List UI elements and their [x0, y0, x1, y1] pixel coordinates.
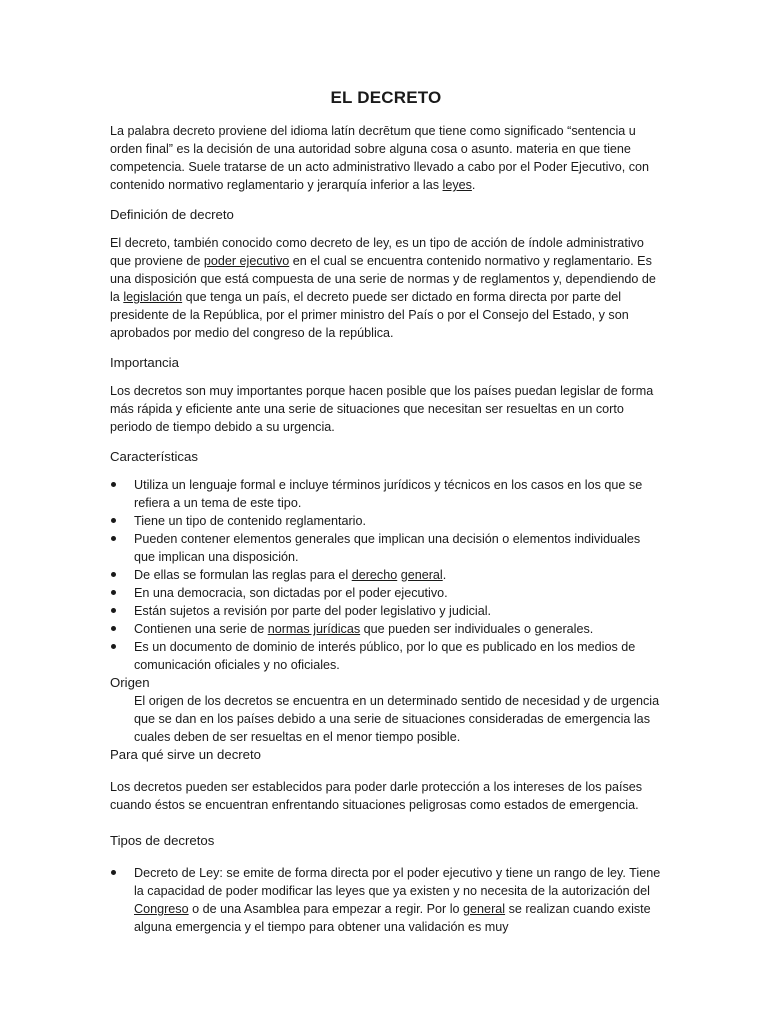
definicion-text-3: que tenga un país, el decreto puede ser dictado en forma directa por parte del presidente de la República, por el primer ministro del País o por el Consejo del Estado, y son aprobados por medio del congreso de la república.: [110, 290, 629, 340]
origen-paragraph: El origen de los decretos se encuentra en un determinado sentido de necesidad y de urgencia que se dan en los países debido a una serie de situaciones consideradas de emergencia las cuales deben de ser resueltas en el menor tiempo posible.: [134, 694, 660, 744]
list-item-end: .: [442, 568, 447, 582]
definicion-text-1: El decreto, también conocido como decreto de ley, es un tipo de acción de índole administrativo que proviene de: [110, 236, 644, 268]
importancia-paragraph: Los decretos son muy importantes porque hacen posible que los países puedan legislar de forma más rápida y eficiente ante una serie de situaciones que necesitan ser resueltas en un corto periodo de tiempo debido a su urgencia.: [110, 384, 654, 434]
list-item: [110, 620, 662, 638]
bullet-icon: [111, 518, 116, 523]
tipos-text-2: o de una Asamblea para empezar a regir. Por lo: [192, 902, 460, 916]
heading-tipos: Tipos de decretos: [110, 833, 215, 848]
bullet-icon: [111, 590, 116, 595]
caracteristicas-list: [110, 476, 662, 674]
list-item-text-end: que pueden ser individuales o generales.: [363, 622, 594, 636]
list-item: [110, 584, 662, 602]
tipos-text-1: Decreto de Ley: se emite de forma directa por el poder ejecutivo y tiene un rango de ley. Tiene la capacidad de poder modificar las leyes que ya existen y no necesita de la autorización del: [134, 866, 661, 898]
list-item: [110, 512, 662, 530]
link-legislacion[interactable]: legislación: [123, 290, 183, 304]
bullet-icon: [111, 870, 116, 875]
heading-caracteristicas: Características: [110, 449, 198, 464]
link-derecho[interactable]: derecho: [351, 568, 398, 582]
list-item-text: En una democracia, son dictadas por el poder ejecutivo.: [134, 586, 448, 600]
bullet-icon: [111, 644, 116, 649]
tipos-text-3: se realizan cuando existe alguna emergencia y el tiempo para obtener una validación es muy: [134, 902, 651, 934]
list-item: [110, 864, 662, 936]
list-item-text: Es un documento de dominio de interés público, por lo que es publicado en los medios de comunicación oficiales y no oficiales.: [134, 640, 636, 672]
heading-origen: Origen: [110, 675, 150, 690]
list-item-text: Están sujetos a revisión por parte del poder legislativo y judicial.: [134, 604, 492, 618]
link-leyes[interactable]: leyes: [442, 178, 472, 192]
list-item: [110, 530, 662, 566]
heading-importancia: Importancia: [110, 355, 179, 370]
document-body: [110, 88, 662, 936]
link-general-2[interactable]: general: [463, 902, 506, 916]
para-que-paragraph: Los decretos pueden ser establecidos para poder darle protección a los intereses de los países cuando éstos se encuentran enfrentando situaciones peligrosas como estados de emergencia.: [110, 780, 643, 812]
list-item-text: Tiene un tipo de contenido reglamentario.: [134, 514, 366, 528]
intro-paragraph: [110, 122, 662, 194]
list-item: [110, 602, 662, 620]
list-item-text: Pueden contener elementos generales que implican una decisión o elementos individuales que implican una disposición.: [134, 532, 641, 564]
definicion-text-2: en el cual se encuentra contenido normativo y reglamentario. Es una disposición que está compuesta de una serie de normas y de reglamentos y, dependiendo de la: [110, 254, 656, 304]
list-item-text: Utiliza un lenguaje formal e incluye términos jurídicos y técnicos en los casos en los que se refiera a un tema de este tipo.: [134, 478, 643, 510]
intro-end: .: [471, 178, 476, 192]
link-poder-ejecutivo[interactable]: poder ejecutivo: [203, 254, 290, 268]
page-title: EL DECRETO: [330, 88, 442, 107]
list-item-text: De ellas se formulan las reglas para el: [134, 568, 349, 582]
list-item: [110, 476, 662, 512]
intro-text: La palabra decreto proviene del idioma latín decrētum que tiene como significado “sentencia u orden final” es la decisión de una autoridad sobre alguna cosa o asunto. materia en que tiene competencia. Suele tratarse de un acto administrativo llevado a cabo por el Poder Ejecutivo, con contenido normativo reglamentario y jerarquía inferior a las: [110, 124, 650, 192]
link-normas-juridicas[interactable]: normas jurídicas: [267, 622, 361, 636]
tipos-list: [110, 864, 662, 936]
bullet-icon: [111, 482, 116, 487]
definicion-paragraph: [110, 234, 662, 342]
list-item: [110, 638, 662, 674]
list-item-text: Contienen una serie de: [134, 622, 265, 636]
link-congreso[interactable]: Congreso: [134, 902, 189, 916]
heading-definicion: Definición de decreto: [110, 207, 234, 222]
bullet-icon: [111, 608, 116, 613]
heading-para-que: Para qué sirve un decreto: [110, 747, 262, 762]
bullet-icon: [111, 572, 116, 577]
link-general[interactable]: general: [400, 568, 443, 582]
bullet-icon: [111, 536, 116, 541]
list-item: [110, 566, 662, 584]
bullet-icon: [111, 626, 116, 631]
